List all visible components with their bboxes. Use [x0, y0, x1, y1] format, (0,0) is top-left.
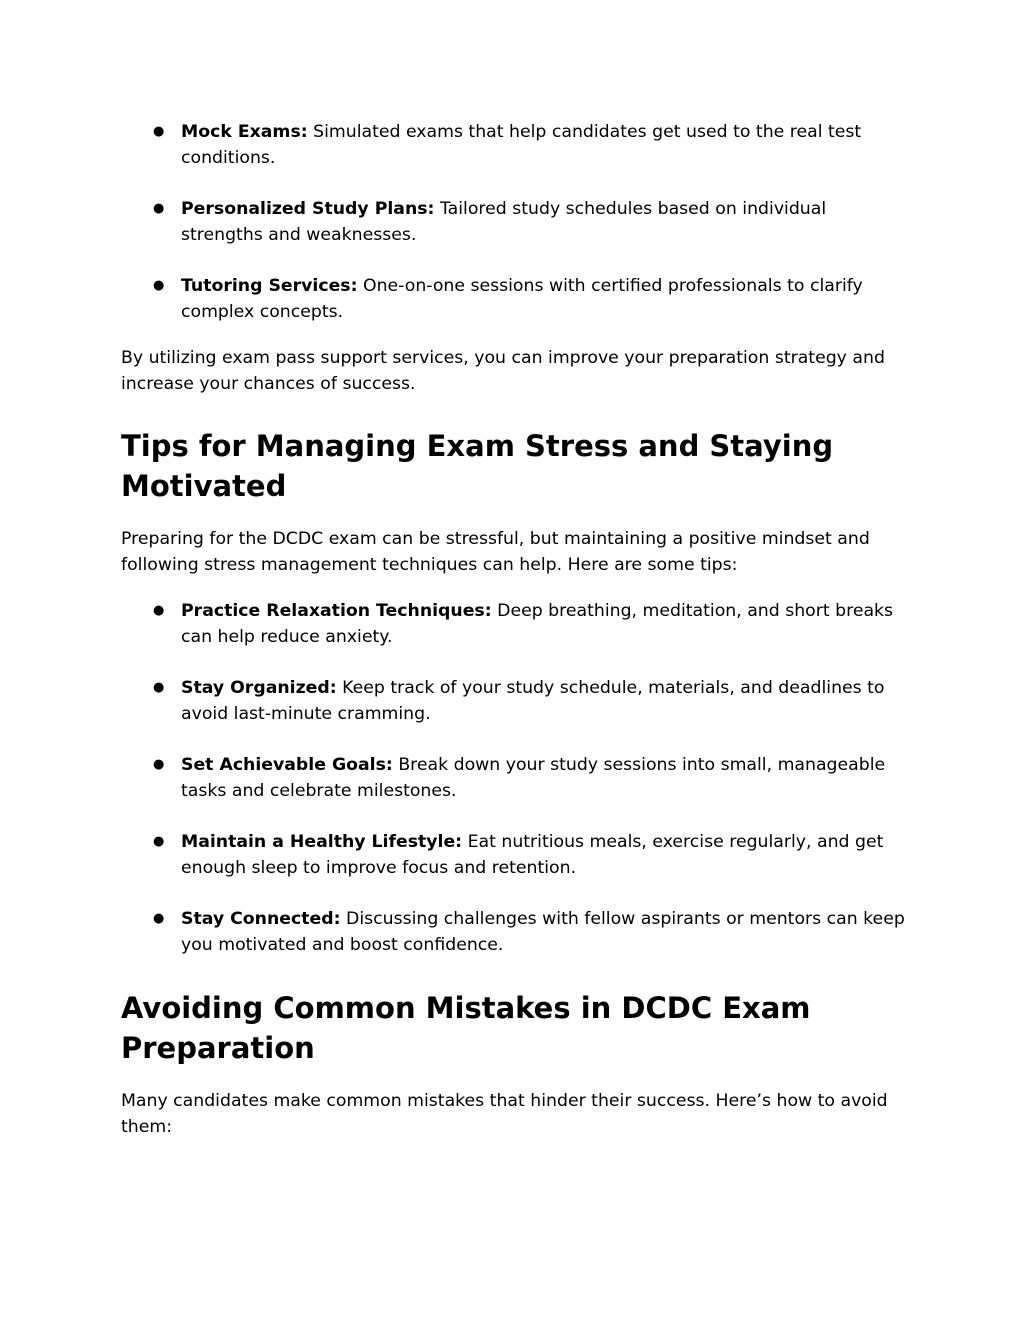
paragraph-support-summary: By utilizing exam pass support services, you can improve your preparation strategy and increase your chances of success. — [121, 348, 885, 394]
list-item-term: Mock Exams: — [181, 122, 308, 142]
list-item-description: Break down your study sessions into small, manageable tasks and celebrate milestones. — [181, 755, 886, 801]
list-item-description: Simulated exams that help candidates get used to the real test conditions. — [181, 122, 862, 168]
list-item-term: Stay Organized: — [181, 678, 337, 698]
stress-tips-list — [121, 598, 911, 983]
bullet-icon: ● — [153, 911, 165, 926]
list-item — [121, 675, 911, 727]
list-item-description: Tailored study schedules based on individual strengths and weaknesses. — [181, 199, 827, 245]
list-item — [121, 752, 911, 804]
list-item-term: Maintain a Healthy Lifestyle: — [181, 832, 463, 852]
list-item-term: Practice Relaxation Techniques: — [181, 601, 492, 621]
paragraph-stress-intro: Preparing for the DCDC exam can be stressful, but maintaining a positive mindset and following stress management techniques can help. Here are some tips: — [121, 529, 870, 575]
list-item-description: Discussing challenges with fellow aspirants or mentors can keep you motivated and boost confidence. — [181, 909, 905, 955]
list-item — [121, 119, 911, 171]
list-item-description: One-on-one sessions with certified professionals to clarify complex concepts. — [181, 276, 863, 322]
section-heading-stress: Tips for Managing Exam Stress and Staying Motivated — [121, 429, 834, 503]
bullet-icon: ● — [153, 834, 165, 849]
paragraph-mistakes-intro: Many candidates make common mistakes that hinder their success. Here’s how to avoid them: — [121, 1091, 888, 1137]
support-services-list — [121, 119, 911, 350]
bullet-icon: ● — [153, 201, 165, 216]
list-item-description: Eat nutritious meals, exercise regularly, and get enough sleep to improve focus and retention. — [181, 832, 884, 878]
list-item — [121, 829, 911, 881]
bullet-icon: ● — [153, 603, 165, 618]
list-item-term: Personalized Study Plans: — [181, 199, 435, 219]
list-item-description: Keep track of your study schedule, materials, and deadlines to avoid last-minute cramming. — [181, 678, 885, 724]
list-item-description: Deep breathing, meditation, and short breaks can help reduce anxiety. — [181, 601, 894, 647]
list-item-term: Stay Connected: — [181, 909, 341, 929]
section-heading-mistakes: Avoiding Common Mistakes in DCDC Exam Preparation — [121, 991, 811, 1065]
bullet-icon: ● — [153, 124, 165, 139]
list-item-term: Set Achievable Goals: — [181, 755, 393, 775]
list-item-term: Tutoring Services: — [181, 276, 358, 296]
bullet-icon: ● — [153, 278, 165, 293]
list-item — [121, 273, 911, 325]
list-item — [121, 598, 911, 650]
list-item — [121, 196, 911, 248]
list-item — [121, 906, 911, 958]
bullet-icon: ● — [153, 680, 165, 695]
bullet-icon: ● — [153, 757, 165, 772]
